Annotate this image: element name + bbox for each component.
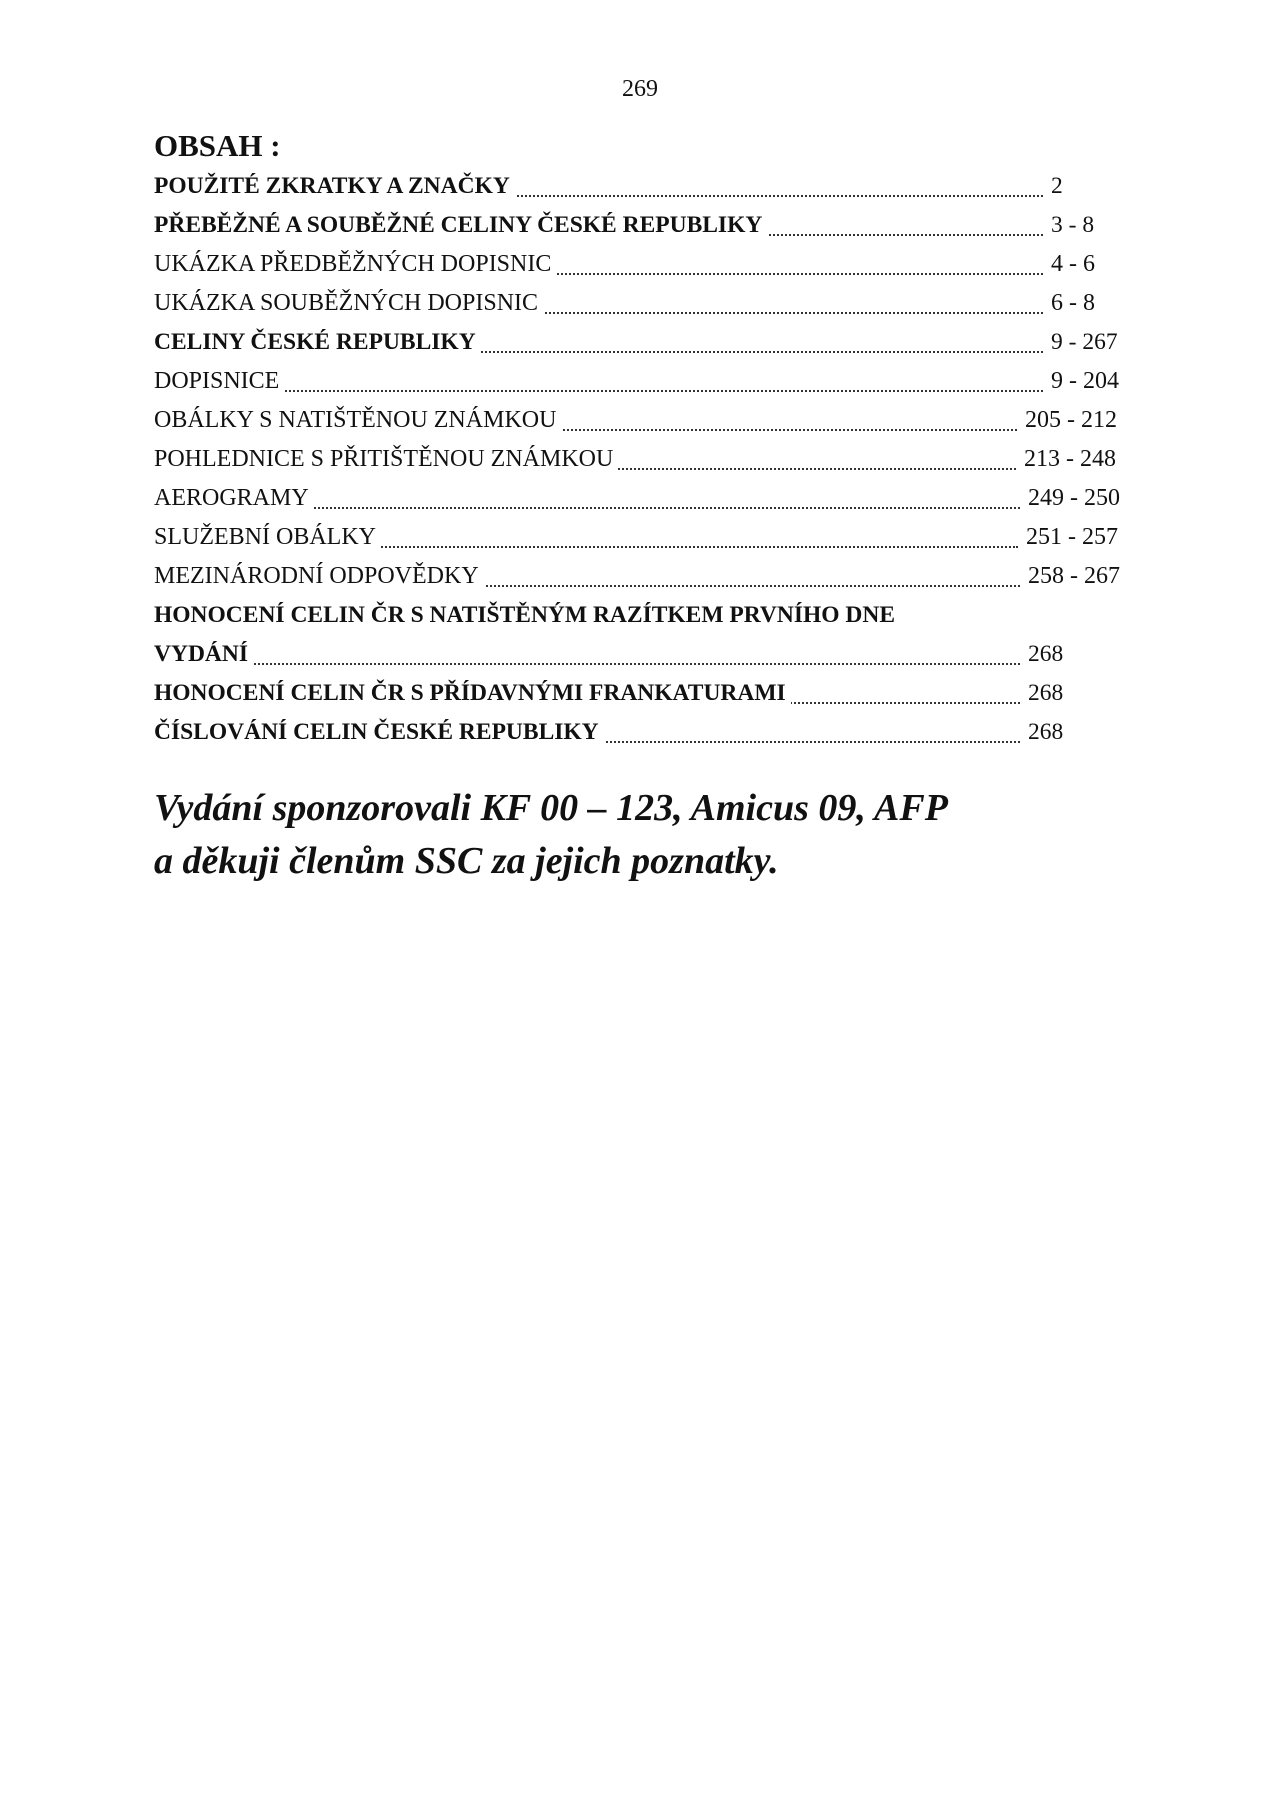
- table-of-contents: [154, 167, 1134, 752]
- toc-entry-honoceni-frankatury: [154, 674, 1134, 713]
- toc-entry-label: OBÁLKY S NATIŠTĚNOU ZNÁMKOU: [154, 401, 561, 440]
- page-number: 269: [622, 76, 658, 102]
- dot-leader: [154, 390, 1043, 392]
- dot-leader: [154, 663, 1020, 665]
- toc-entry-celiny: [154, 323, 1134, 362]
- toc-entry-label: UKÁZKA SOUBĚŽNÝCH DOPISNIC: [154, 284, 543, 323]
- toc-entry-pages: 9 - 267: [1043, 323, 1118, 362]
- toc-entry-pages: 268: [1020, 635, 1063, 674]
- toc-entry-ukazka-predbeznych: [154, 245, 1134, 284]
- toc-entry-label: DOPISNICE: [154, 362, 284, 401]
- toc-entry-pohlednice: [154, 440, 1134, 479]
- toc-entry-obalky: [154, 401, 1134, 440]
- toc-entry-label: CELINY ČESKÉ REPUBLIKY: [154, 323, 481, 362]
- toc-entry-label: HONOCENÍ CELIN ČR S PŘÍDAVNÝMI FRANKATURAMI: [154, 674, 791, 713]
- toc-entry-cislovani: [154, 713, 1134, 752]
- toc-entry-label: VYDÁNÍ: [154, 635, 253, 674]
- toc-heading: OBSAH :: [154, 128, 281, 163]
- toc-entry-label: AEROGRAMY: [154, 479, 314, 518]
- toc-entry-honoceni-razitko: [154, 596, 1134, 635]
- toc-entry-pages: 251 - 257: [1018, 518, 1118, 557]
- toc-entry-label: SLUŽEBNÍ OBÁLKY: [154, 518, 381, 557]
- toc-entry-aerogramy: [154, 479, 1134, 518]
- toc-entry-pages: 3 - 8: [1043, 206, 1094, 245]
- toc-entry-label: POUŽITÉ ZKRATKY A ZNAČKY: [154, 167, 515, 206]
- toc-entry-ukazka-soubeznych: [154, 284, 1134, 323]
- toc-entry-mezinarodni: [154, 557, 1134, 596]
- toc-entry-pages: 268: [1020, 713, 1063, 752]
- toc-entry-pages: 258 - 267: [1020, 557, 1120, 596]
- toc-entry-pages: 205 - 212: [1017, 401, 1117, 440]
- toc-entry-vydani: [154, 635, 1134, 674]
- toc-entry-pages: 268: [1020, 674, 1063, 713]
- toc-entry-pages: 6 - 8: [1043, 284, 1095, 323]
- toc-entry-label: UKÁZKA PŘEDBĚŽNÝCH DOPISNIC: [154, 245, 556, 284]
- toc-entry-pages: 249 - 250: [1020, 479, 1120, 518]
- toc-entry-zkratky: [154, 167, 1134, 206]
- toc-entry-prebezne: [154, 206, 1134, 245]
- toc-entry-label: PŘEBĚŽNÉ A SOUBĚŽNÉ CELINY ČESKÉ REPUBLIKY: [154, 206, 767, 245]
- sponsor-note-line-1: Vydání sponzorovali KF 00 – 123, Amicus 09, AFP: [154, 787, 948, 829]
- toc-entry-label: HONOCENÍ CELIN ČR S NATIŠTĚNÝM RAZÍTKEM PRVNÍHO DNE: [154, 602, 896, 628]
- sponsor-note: [154, 782, 1154, 888]
- sponsor-note-line-2: a děkuji členům SSC za jejich poznatky.: [154, 840, 779, 882]
- toc-entry-pages: 2: [1043, 167, 1063, 206]
- toc-entry-sluzebni: [154, 518, 1134, 557]
- toc-entry-label: POHLEDNICE S PŘITIŠTĚNOU ZNÁMKOU: [154, 440, 618, 479]
- toc-entry-pages: 9 - 204: [1043, 362, 1119, 401]
- toc-entry-pages: 213 - 248: [1016, 440, 1116, 479]
- toc-entry-pages: 4 - 6: [1043, 245, 1095, 284]
- toc-entry-label: ČÍSLOVÁNÍ CELIN ČESKÉ REPUBLIKY: [154, 713, 604, 752]
- toc-entry-dopisnice: [154, 362, 1134, 401]
- toc-entry-label: MEZINÁRODNÍ ODPOVĚDKY: [154, 557, 484, 596]
